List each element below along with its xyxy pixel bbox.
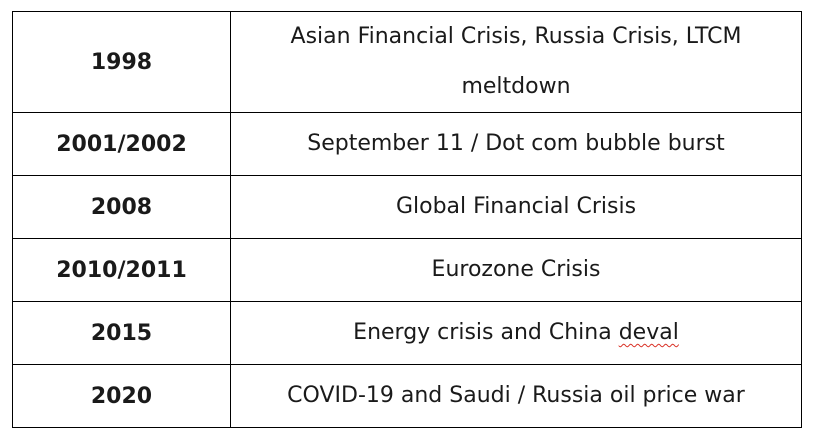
spellcheck-flagged-word[interactable]: deval [618, 320, 679, 345]
table-row [13, 239, 802, 302]
event-cell: Asian Financial Crisis, Russia Crisis, LTCM meltdown [231, 12, 802, 113]
year-cell: 2008 [13, 176, 231, 239]
table-row [13, 176, 802, 239]
table-row [13, 302, 802, 365]
event-cell: COVID-19 and Saudi / Russia oil price war [231, 365, 802, 428]
event-cell [231, 302, 802, 365]
event-cell: Eurozone Crisis [231, 239, 802, 302]
table-row [13, 365, 802, 428]
table-row [13, 113, 802, 176]
crisis-timeline-table [12, 11, 802, 428]
event-text: Energy crisis and China [353, 320, 619, 345]
year-cell: 2020 [13, 365, 231, 428]
event-cell: September 11 / Dot com bubble burst [231, 113, 802, 176]
year-cell: 1998 [13, 12, 231, 113]
table-row [13, 12, 802, 113]
year-cell: 2001/2002 [13, 113, 231, 176]
event-cell: Global Financial Crisis [231, 176, 802, 239]
year-cell: 2015 [13, 302, 231, 365]
year-cell: 2010/2011 [13, 239, 231, 302]
